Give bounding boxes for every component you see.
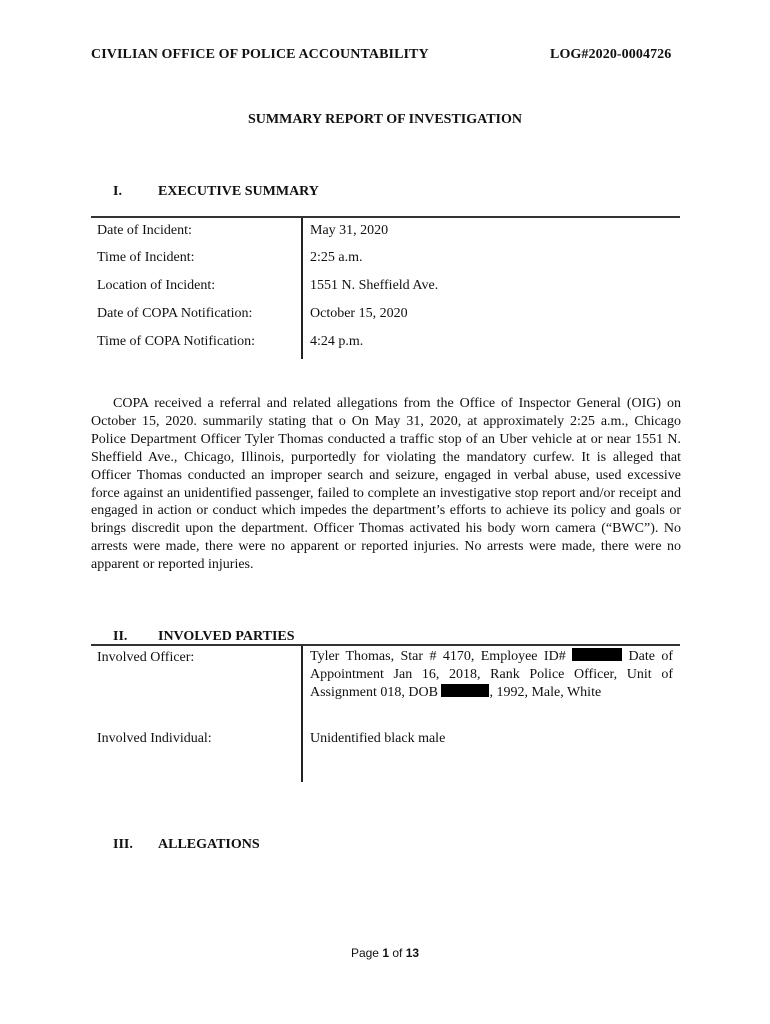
redacted-dob — [441, 684, 489, 697]
involved-officer-label: Involved Officer: — [97, 650, 195, 665]
parties-column-divider — [301, 646, 303, 782]
parties-top-rule — [91, 644, 680, 646]
involved-individual-value: Unidentified black male — [310, 731, 446, 746]
incident-time-value: 2:25 a.m. — [310, 250, 363, 265]
notification-date-label: Date of COPA Notification: — [97, 306, 253, 321]
page-word: Page — [350, 946, 379, 960]
report-title: SUMMARY REPORT OF INVESTIGATION — [248, 112, 522, 127]
section-1-title: EXECUTIVE SUMMARY — [158, 184, 319, 199]
page-current: 1 — [382, 946, 389, 960]
incident-location-label: Location of Incident: — [97, 278, 216, 293]
agency-name: CIVILIAN OFFICE OF POLICE ACCOUNTABILITY — [91, 47, 429, 62]
section-3-title: ALLEGATIONS — [158, 837, 260, 852]
of-word: of — [392, 946, 403, 960]
incident-date-label: Date of Incident: — [97, 223, 192, 238]
notification-time-value: 4:24 p.m. — [310, 334, 364, 349]
officer-name-star-text: Tyler Thomas, Star # 4170, Employee ID# — [310, 649, 566, 664]
incident-time-label: Time of Incident: — [97, 250, 195, 265]
section-3-number: III. — [113, 837, 133, 852]
officer-dob-year-text: , 1992, Male, White — [489, 685, 602, 700]
notification-time-label: Time of COPA Notification: — [97, 334, 256, 349]
table-top-rule — [91, 216, 680, 218]
redacted-employee-id — [572, 648, 622, 661]
section-2-number: II. — [113, 629, 128, 644]
page-total: 13 — [405, 946, 420, 960]
notification-date-value: October 15, 2020 — [310, 306, 408, 321]
page-footer — [0, 946, 770, 960]
section-2-title: INVOLVED PARTIES — [158, 629, 295, 644]
incident-location-value: 1551 N. Sheffield Ave. — [310, 278, 439, 293]
involved-officer-value — [310, 648, 673, 702]
involved-individual-label: Involved Individual: — [97, 731, 212, 746]
table-column-divider — [301, 218, 303, 359]
section-1-number: I. — [113, 184, 122, 199]
incident-date-value: May 31, 2020 — [310, 223, 389, 238]
log-number: LOG#2020-0004726 — [550, 47, 672, 62]
summary-paragraph: COPA received a referral and related allegations from the Office of Inspector General (OIG) on October 15, 2020. summarily stating that o On May 31, 2020, at approximately 2:25 a.m., Chicago Police Department Officer Tyler Thomas conducted a traffic stop of an Uber vehicle at or near 1551 N. Sheffield Ave., Chicago, Illinois, purportedly for violating the mandatory curfew. It is alleged that Officer Thomas conducted an improper search and seizure, engaged in verbal abuse, used excessive force against an unidentified passenger, failed to complete an investigative stop report and/or receipt and engaged in action or conduct which impedes the department’s efforts to achieve its policy and goals or brings discredit upon the department. Officer Thomas activated his body worn camera (“BWC”). No arrests were made, there were no apparent or reported injuries. No arrests were made, there were no apparent or reported injuries. — [91, 396, 681, 573]
officer-appointment-text: Date of Appointment Jan 16, 2018, Rank Police Officer, Unit of Assignment 018, DOB — [310, 649, 674, 700]
